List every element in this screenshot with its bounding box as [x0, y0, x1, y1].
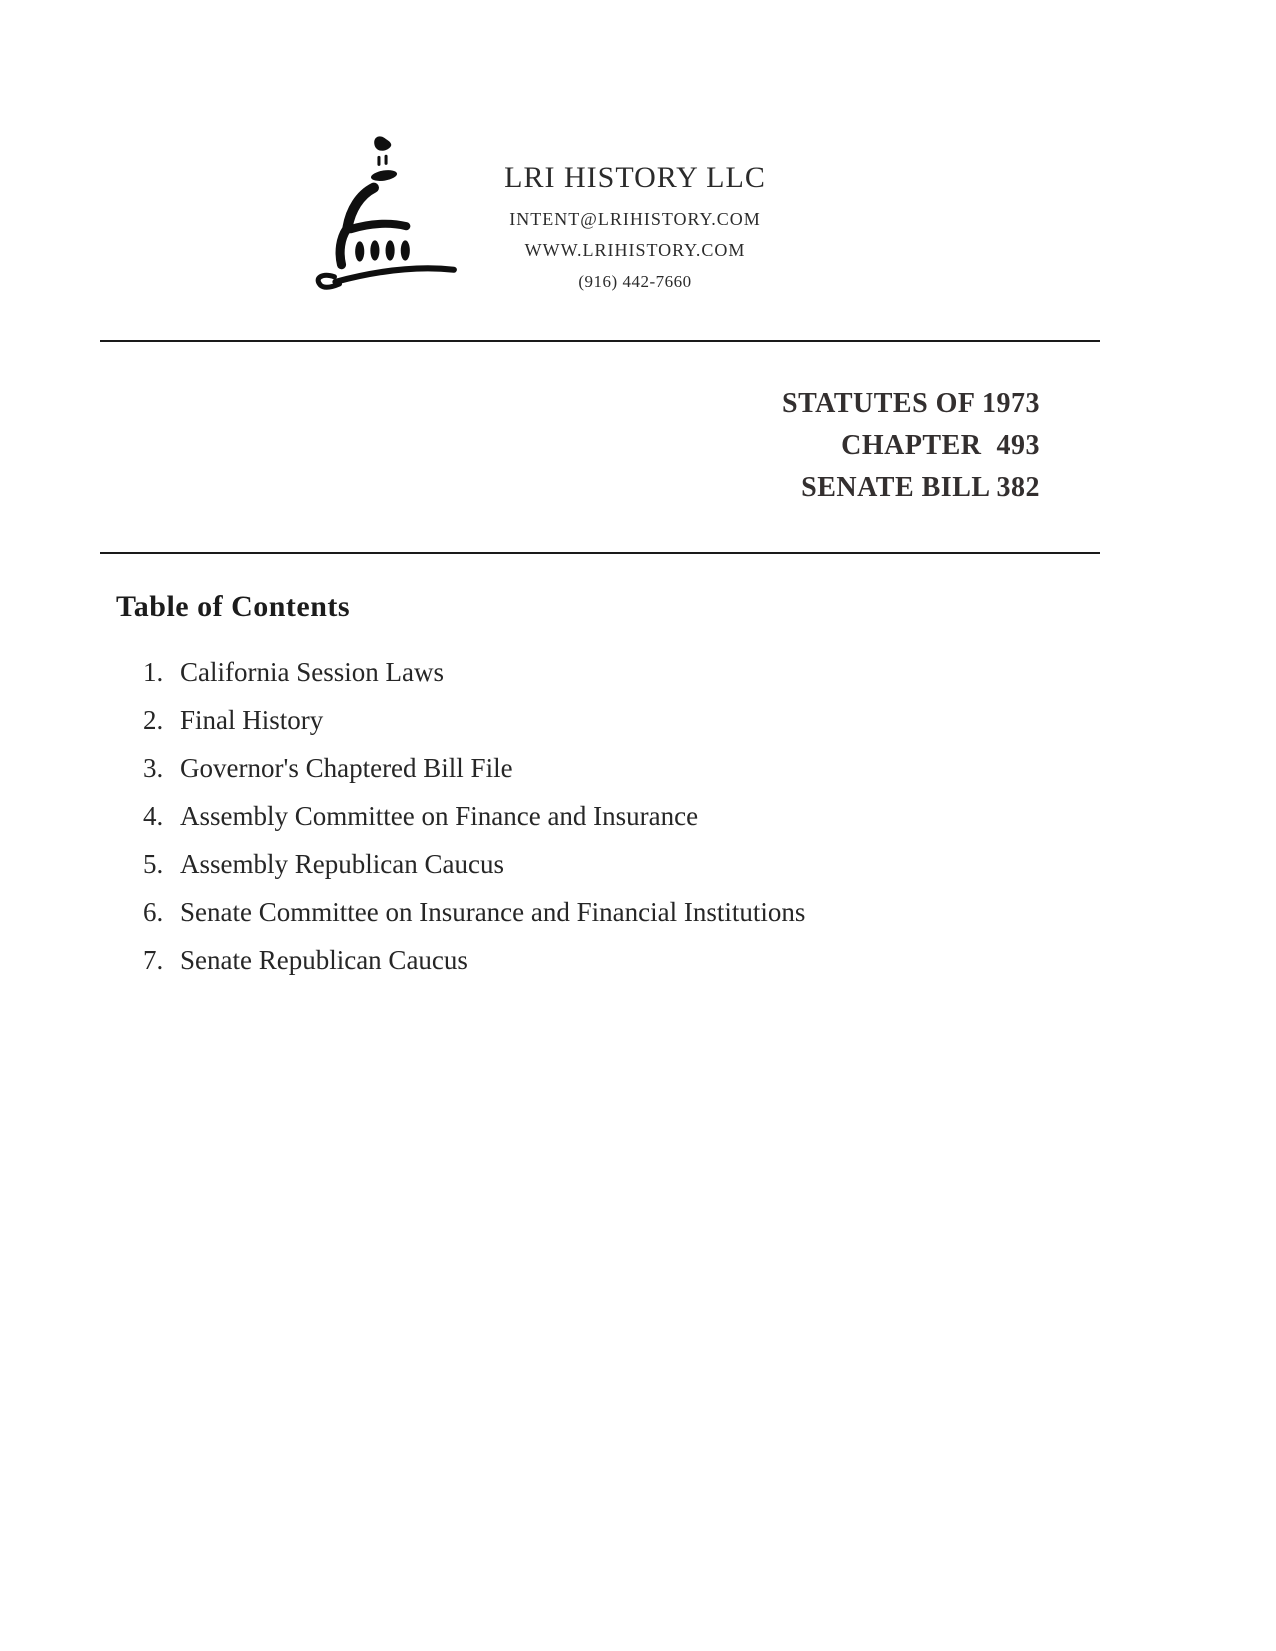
toc-item	[143, 657, 805, 687]
toc-item-label: Senate Committee on Insurance and Financial Institutions	[180, 897, 806, 927]
toc-item-label: Assembly Committee on Finance and Insurance	[180, 801, 699, 831]
company-phone: (916) 442-7660	[578, 272, 692, 291]
capitol-dome-logo	[298, 130, 466, 292]
capitol-dome-icon	[298, 279, 466, 296]
company-email: INTENT@LRIHISTORY.COM	[509, 209, 761, 229]
toc-item-label: Assembly Republican Caucus	[180, 849, 504, 879]
toc-item	[143, 849, 805, 879]
divider-top	[100, 340, 1100, 342]
toc-item-number: 6.	[143, 897, 164, 927]
toc-item-label: Final History	[180, 705, 324, 735]
toc-item	[143, 801, 805, 831]
toc-item	[143, 705, 805, 735]
toc-item-number: 2.	[143, 705, 164, 735]
chapter-line: CHAPTER 493	[841, 430, 1040, 461]
statutes-year-line: STATUTES OF 1973	[782, 388, 1040, 419]
company-website: WWW.LRIHISTORY.COM	[524, 240, 746, 260]
letterhead	[455, 160, 815, 297]
toc-item-label: Senate Republican Caucus	[180, 945, 468, 975]
toc-item-number: 5.	[143, 849, 164, 879]
toc-item-label: California Session Laws	[180, 657, 444, 687]
toc-item-label: Governor's Chaptered Bill File	[180, 753, 513, 783]
statute-title-block	[540, 383, 1040, 509]
toc-item	[143, 945, 805, 975]
toc-item-number: 1.	[143, 657, 164, 687]
toc-list	[143, 657, 805, 993]
toc-item	[143, 897, 805, 927]
company-name: LRI HISTORY LLC	[504, 161, 766, 194]
toc-item-number: 3.	[143, 753, 164, 783]
senate-bill-line: SENATE BILL 382	[801, 472, 1040, 503]
toc-item-number: 4.	[143, 801, 164, 831]
toc-item-number: 7.	[143, 945, 164, 975]
contact-block	[455, 204, 815, 297]
toc-item	[143, 753, 805, 783]
divider-bottom	[100, 552, 1100, 554]
toc-heading: Table of Contents	[116, 590, 351, 623]
